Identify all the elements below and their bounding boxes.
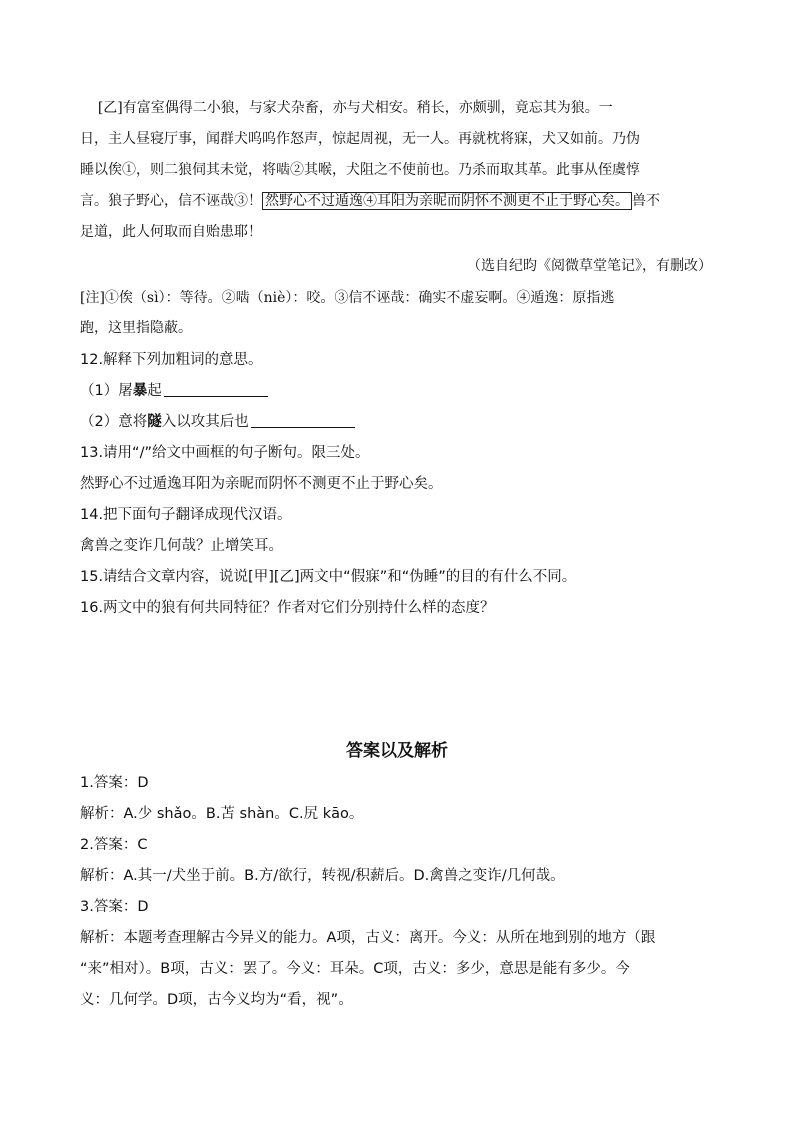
passage-note-2: 跑，这里指隐蔽。 <box>80 320 192 336</box>
question-13-text: 然野心不过遁逸耳阳为亲昵而阴怀不测更不止于野心矣。 <box>80 476 443 492</box>
question-14: 14.把下面句子翻译成现代汉语。 <box>80 507 292 523</box>
answer-blank[interactable] <box>164 382 268 397</box>
passage-source: （选自纪昀《阅微草堂笔记》，有删改） <box>467 258 712 274</box>
passage-text: 兽不 <box>632 193 660 209</box>
answer-2: 2.答案：C <box>80 837 148 853</box>
question-16: 16.两文中的狼有何共同特征？作者对它们分别持什么样的态度？ <box>80 600 495 616</box>
passage-line-1 <box>80 98 720 118</box>
bold-word: 隧 <box>147 414 162 430</box>
explanation-3-line-2: “来”相对）。B项，古义：罢了。今义：耳朵。C项，古义：多少，意思是能有多少。今 <box>80 961 630 977</box>
question-13: 13.请用“/”给文中画框的句子断句。限三处。 <box>80 445 370 461</box>
explanation-3-line-1: 解析：本题考查理解古今异义的能力。A项，古义：离开。今义：从所在地到别的地方（跟 <box>80 930 656 946</box>
question-12-item-2 <box>80 412 720 432</box>
question-12-item-1 <box>80 381 720 401</box>
answer-blank[interactable] <box>251 413 355 428</box>
passage-line-3: 睡以俟①，则二狼伺其未觉，将啮②其喉，犬阻之不使前也。乃杀而取其革。此事从侄虞惇 <box>80 162 640 178</box>
explanation-2: 解析：A.其一/犬坐于前。B.方/欲行，转视/积薪后。D.禽兽之变诈/几何哉。 <box>80 868 565 884</box>
explanation-1: 解析：A.少 shǎo。B.苫 shàn。C.尻 kāo。 <box>80 806 364 822</box>
passage-text: 言。狼子野心，信不诬哉③！ <box>80 193 262 209</box>
question-text: 起 <box>147 383 162 399</box>
answer-1: 1.答案：D <box>80 775 149 791</box>
explanation-3-line-3: 义：几何学。D项，古今义均为“看，视”。 <box>80 992 353 1008</box>
passage-line-2: 日，主人昼寝厅事，闻群犬呜呜作怒声，惊起周视，无一人。再就枕将寐，犬又如前。乃伪 <box>80 131 640 147</box>
question-15: 15.请结合文章内容，说说[甲][乙]两文中“假寐”和“伪睡”的目的有什么不同。 <box>80 569 577 585</box>
question-14-text: 禽兽之变诈几何哉？止增笑耳。 <box>80 538 283 554</box>
question-text: （2）意将 <box>80 414 148 430</box>
bold-word: 暴 <box>132 383 148 399</box>
answer-3: 3.答案：D <box>80 899 149 915</box>
passage-text: [乙]有富室偶得二小狼，与家犬杂畜，亦与犬相安。稍长，亦颇驯，竟忘其为狼。一 <box>97 100 613 116</box>
question-text: （1）屠 <box>80 383 133 399</box>
passage-line-4 <box>80 191 720 211</box>
passage-line-5: 足道，此人何取而自贻患耶！ <box>80 224 262 240</box>
answers-title: 答案以及解析 <box>346 741 448 761</box>
passage-note-1: [注]①俟（sì）：等待。②啮（niè）：咬。③信不诬哉：确实不虚妄啊。④遁逸：原指逃 <box>80 290 615 306</box>
boxed-sentence: 然野心不过遁逸④耳阳为亲昵而阴怀不测更不止于野心矣。 <box>262 192 632 210</box>
question-12: 12.解释下列加粗词的意思。 <box>80 352 263 368</box>
question-text: 入以攻其后也 <box>161 414 249 430</box>
